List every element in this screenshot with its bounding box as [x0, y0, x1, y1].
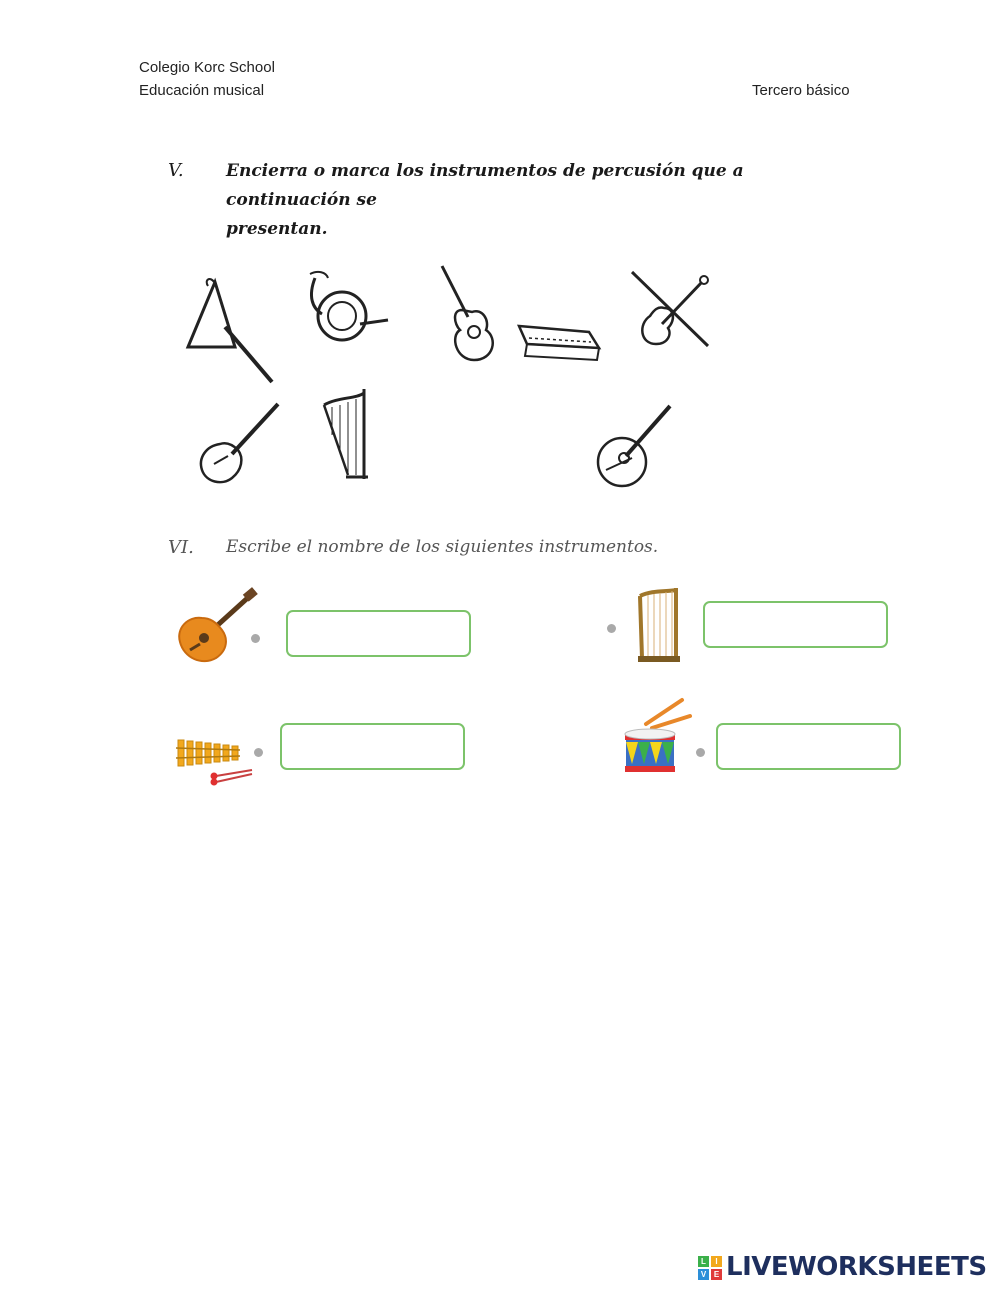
- section-v-number: V.: [168, 160, 184, 181]
- bullet-dot: [254, 748, 263, 757]
- drum-icon: [622, 694, 694, 776]
- guitar-icon: [172, 588, 262, 670]
- tile-i: I: [711, 1256, 722, 1267]
- tile-v: V: [698, 1269, 709, 1280]
- harp-icon-line[interactable]: [318, 385, 388, 485]
- tile-e: E: [711, 1269, 722, 1280]
- grade-level: Tercero básico: [752, 82, 850, 99]
- bullet-dot: [251, 634, 260, 643]
- answer-input-guitar[interactable]: [286, 610, 471, 657]
- bullet-dot: [607, 624, 616, 633]
- triangle-icon[interactable]: [180, 272, 280, 387]
- liveworksheets-logo-icon: [698, 1256, 724, 1282]
- answer-input-xylophone[interactable]: [280, 723, 465, 770]
- subject-name: Educación musical: [139, 82, 265, 99]
- harmonica-icon[interactable]: [515, 320, 605, 365]
- section-v-line2: presentan.: [226, 219, 328, 239]
- xylophone-icon: [176, 736, 258, 788]
- french-horn-icon[interactable]: [300, 268, 395, 353]
- mandolin-icon[interactable]: [592, 400, 677, 492]
- answer-input-drum[interactable]: [716, 723, 901, 770]
- section-v-instruction: [226, 157, 866, 244]
- section-vi-instruction: Escribe el nombre de los siguientes instrumentos.: [226, 537, 659, 557]
- harp-icon: [632, 586, 692, 664]
- section-vi-number: VI.: [168, 537, 194, 558]
- acoustic-guitar-icon[interactable]: [432, 262, 502, 367]
- electric-guitar-icon[interactable]: [192, 398, 287, 490]
- answer-input-harp[interactable]: [703, 601, 888, 648]
- school-name: Colegio Korc School: [139, 59, 275, 76]
- bullet-dot: [696, 748, 705, 757]
- liveworksheets-brand: LIVEWORKSHEETS: [726, 1252, 987, 1282]
- tile-l: L: [698, 1256, 709, 1267]
- violin-icon[interactable]: [628, 268, 718, 353]
- section-v-line1: Encierra o marca los instrumentos de percusión que a continuación se: [226, 161, 744, 210]
